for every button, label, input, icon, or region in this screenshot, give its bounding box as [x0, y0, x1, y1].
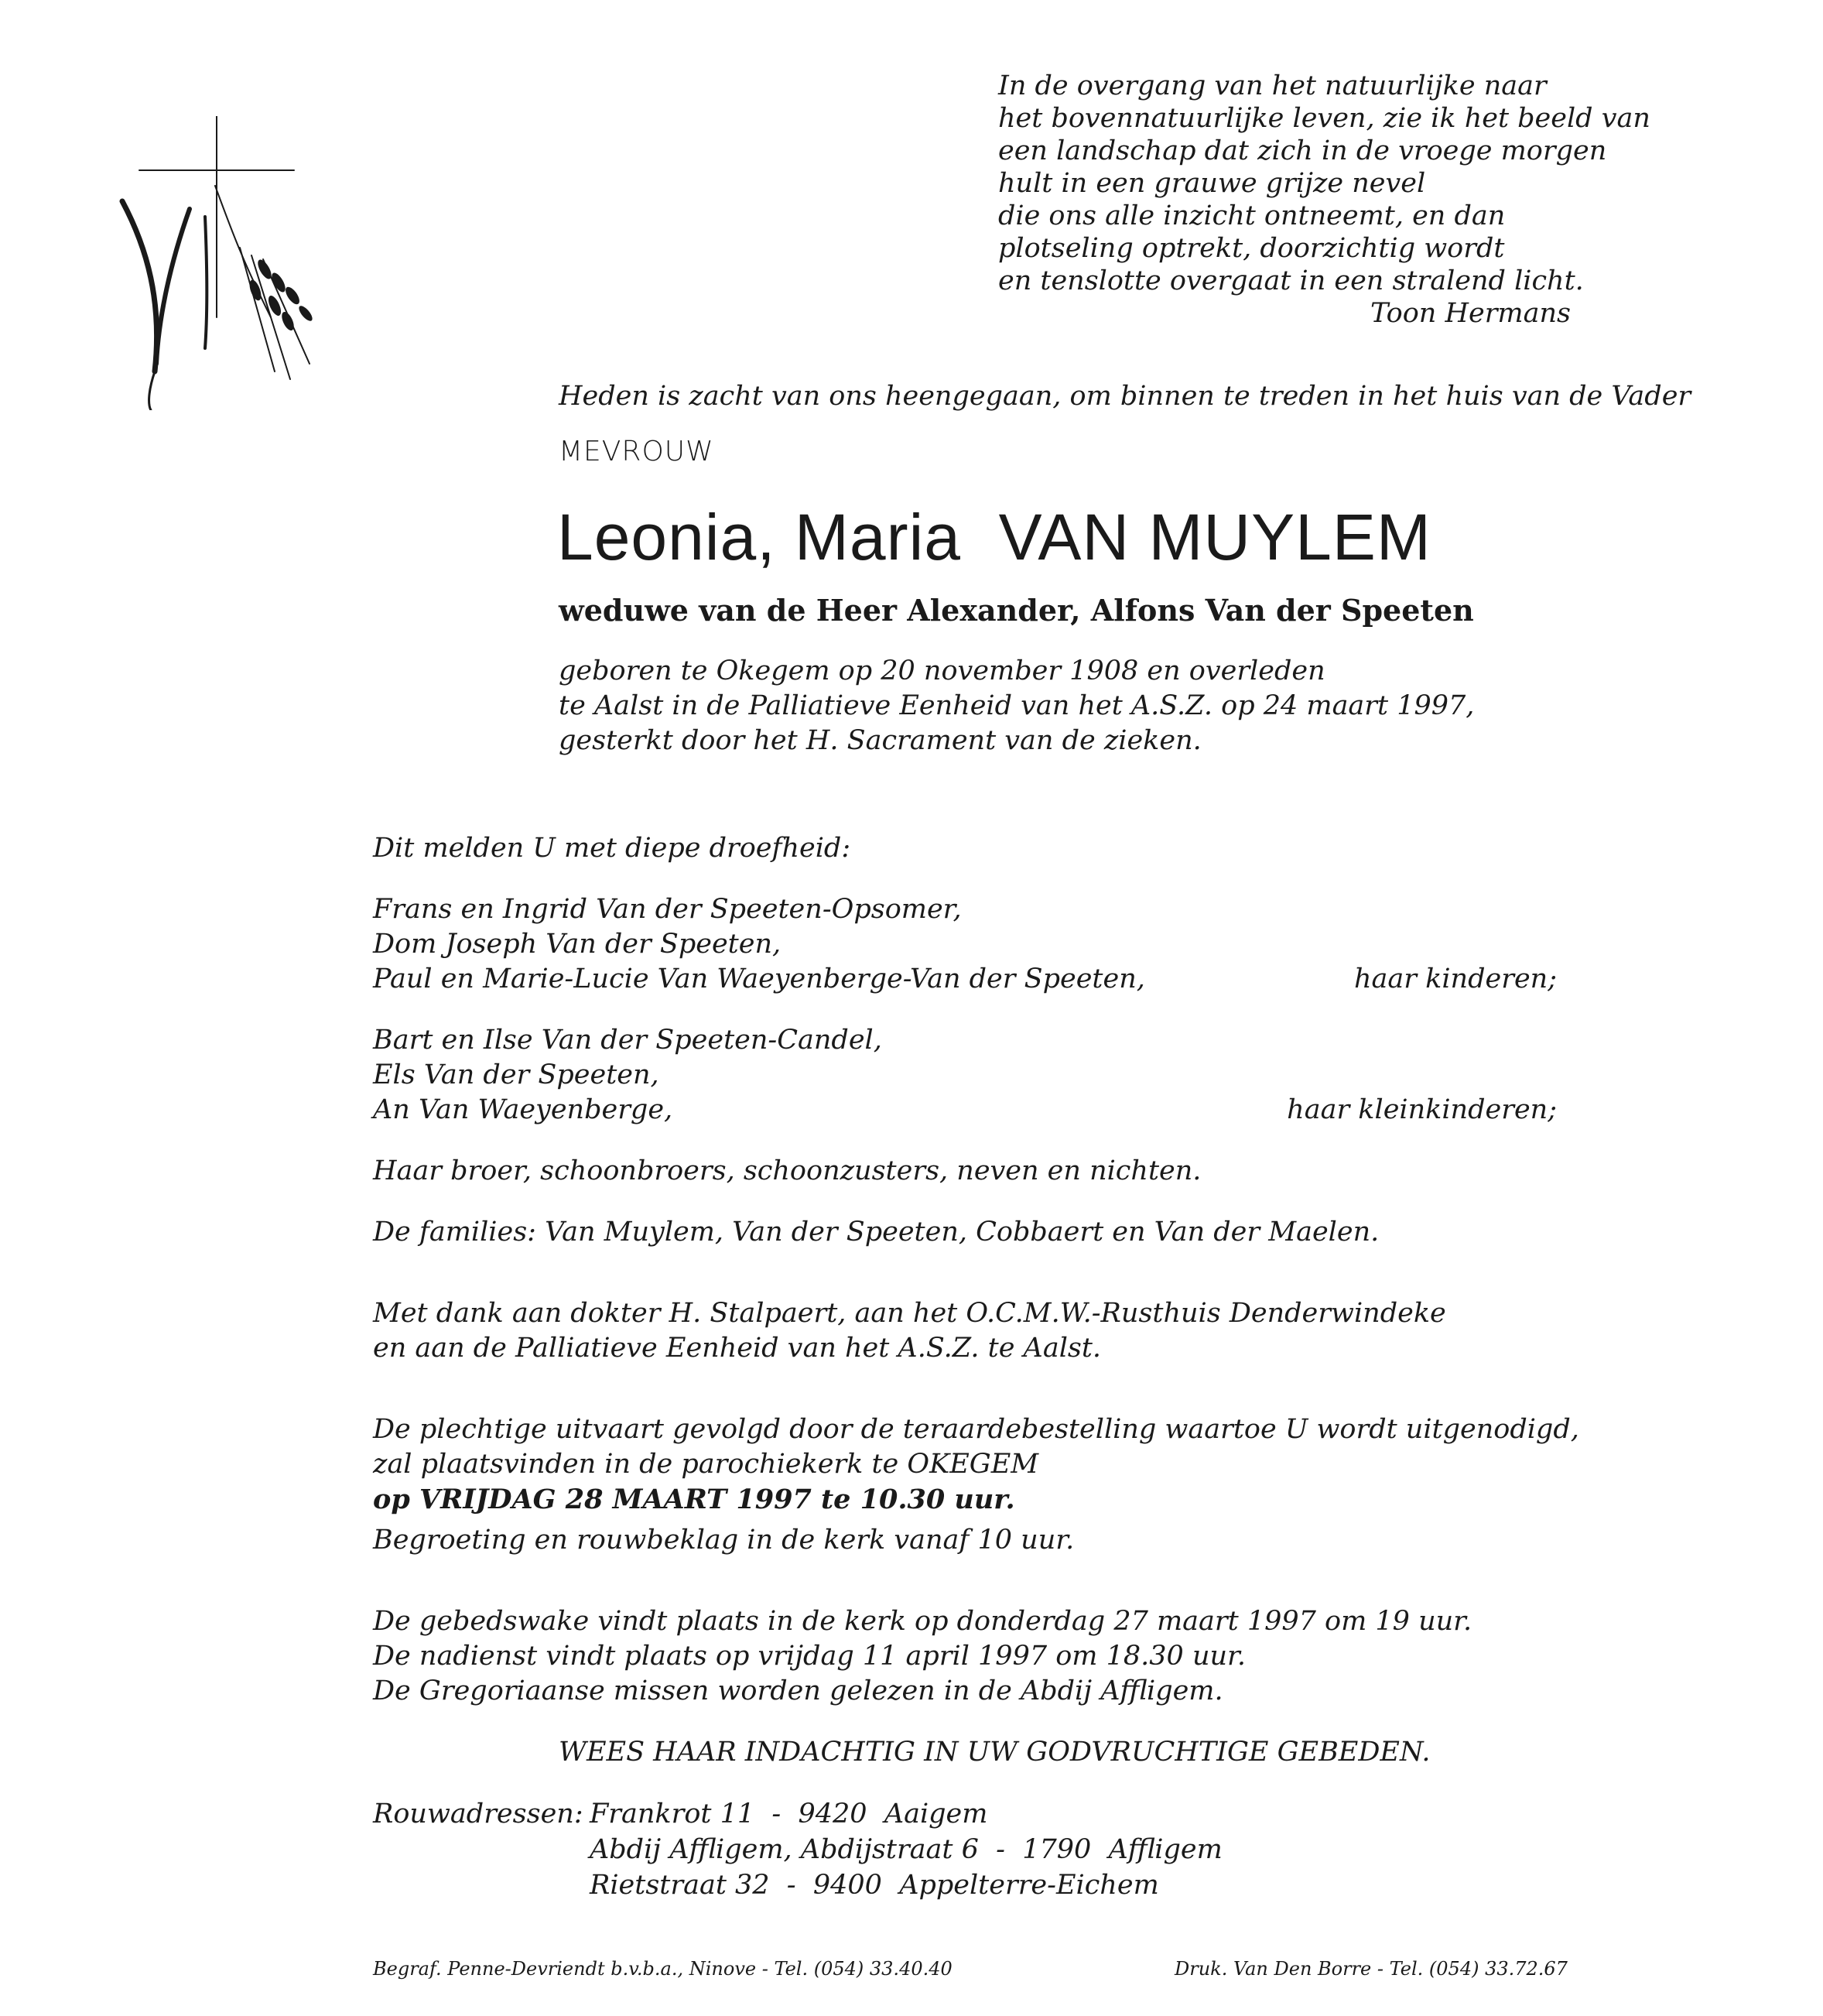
birth-death-text	[559, 654, 1474, 758]
grandchild-name: Els Van der Speeten,	[373, 1059, 659, 1090]
grandchildren-label: haar kleinkinderen;	[1287, 1094, 1557, 1125]
poem	[998, 70, 1650, 330]
cross-wheat-emblem-icon	[116, 116, 325, 410]
footer-undertaker: Begraf. Penne-Devriendt b.v.b.a., Ninove - Tel. (054) 33.40.40	[373, 1958, 953, 1980]
families-block	[373, 1215, 1557, 1250]
widow-line: weduwe van de Heer Alexander, Alfons Van der Speeten	[559, 593, 1474, 628]
grandchild-name: Bart en Ilse Van der Speeten-Candel,	[373, 1025, 882, 1056]
grandchild-name: An Van Waeyenberge,	[373, 1094, 673, 1125]
addresses-block	[373, 1796, 1557, 1903]
children-label: haar kinderen;	[1354, 964, 1557, 994]
intro-text: Heden is zacht van ons heengegaan, om binnen te treden in het huis van de Vader	[559, 381, 1691, 412]
birth-line: gesterkt door het H. Sacrament van de zieken.	[559, 725, 1202, 756]
funeral-line: zal plaatsvinden in de parochiekerk te OKEGEM	[373, 1449, 1039, 1480]
funeral-line: De plechtige uitvaart gevolgd door de teraardebestelling waartoe U wordt uitgenodigd,	[373, 1414, 1579, 1445]
poem-line: In de overgang van het natuurlijke naar	[998, 70, 1547, 101]
grandchildren-row	[373, 1093, 1557, 1128]
services-block	[373, 1604, 1557, 1709]
relatives-block	[373, 1154, 1557, 1189]
poem-line: en tenslotte overgaat in een stralend licht.	[998, 265, 1584, 296]
address-row	[373, 1796, 1557, 1832]
service-line: De gebedswake vindt plaats in de kerk op donderdag 27 maart 1997 om 19 uur.	[373, 1606, 1472, 1637]
announcement	[373, 831, 1557, 866]
address-item: Rietstraat 32 - 9400 Appelterre-Eichem	[590, 1870, 1159, 1901]
poem-line: hult in een grauwe grijze nevel	[998, 168, 1426, 199]
relatives-text: Haar broer, schoonbroers, schoonzusters, neven en nichten.	[373, 1155, 1202, 1186]
thanks-line: en aan de Palliatieve Eenheid van het A.S.Z. te Aalst.	[373, 1333, 1102, 1364]
address-row	[373, 1832, 1557, 1867]
addresses-label: Rouwadressen:	[373, 1799, 583, 1829]
footer-printer: Druk. Van Den Borre - Tel. (054) 33.72.67	[1175, 1958, 1568, 1980]
birth-line: geboren te Okegem op 20 november 1908 en overleden	[559, 655, 1325, 686]
address-item: Abdij Affligem, Abdijstraat 6 - 1790 Affligem	[590, 1834, 1223, 1865]
poem-author: Toon Hermans	[1370, 298, 1571, 329]
poem-line: die ons alle inzicht ontneemt, en dan	[998, 200, 1506, 231]
birth-line: te Aalst in de Palliatieve Eenheid van het A.S.Z. op 24 maart 1997,	[559, 690, 1475, 721]
poem-line: het bovennatuurlijke leven, zie ik het beeld van	[998, 103, 1650, 134]
poem-line: een landschap dat zich in de vroege morgen	[998, 135, 1607, 166]
child-name: Dom Joseph Van der Speeten,	[373, 929, 782, 960]
address-item: Frankrot 11 - 9420 Aaigem	[590, 1799, 988, 1829]
thanks-block	[373, 1296, 1557, 1366]
children-block	[373, 892, 1557, 997]
remembrance-text: WEES HAAR INDACHTIG IN UW GODVRUCHTIGE GEBEDEN.	[559, 1737, 1431, 1768]
greeting-text: Begroeting en rouwbeklag in de kerk vanaf 10 uur.	[373, 1525, 1075, 1556]
announcement-text: Dit melden U met diepe droefheid:	[373, 833, 851, 864]
funeral-block	[373, 1412, 1579, 1558]
remembrance-block	[373, 1735, 1557, 1770]
funeral-date: op VRIJDAG 28 MAART 1997 te 10.30 uur.	[373, 1484, 1015, 1515]
children-row	[373, 962, 1557, 997]
address-row	[373, 1867, 1557, 1903]
child-name: Frans en Ingrid Van der Speeten-Opsomer,	[373, 894, 962, 925]
families-text: De families: Van Muylem, Van der Speeten, Cobbaert en Van der Maelen.	[373, 1217, 1380, 1248]
deceased-name: Leonia, Maria VAN MUYLEM	[557, 501, 1431, 573]
grandchildren-block	[373, 1023, 1557, 1128]
poem-line: plotseling optrekt, doorzichtig wordt	[998, 233, 1505, 264]
title-prefix: MEVROUW	[559, 436, 714, 467]
announcement-body	[373, 831, 1579, 1903]
thanks-line: Met dank aan dokter H. Stalpaert, aan het O.C.M.W.-Rusthuis Denderwindeke	[373, 1298, 1446, 1329]
child-name: Paul en Marie-Lucie Van Waeyenberge-Van der Speeten,	[373, 964, 1145, 994]
service-line: De Gregoriaanse missen worden gelezen in de Abdij Affligem.	[373, 1675, 1223, 1706]
service-line: De nadienst vindt plaats op vrijdag 11 april 1997 om 18.30 uur.	[373, 1641, 1247, 1672]
